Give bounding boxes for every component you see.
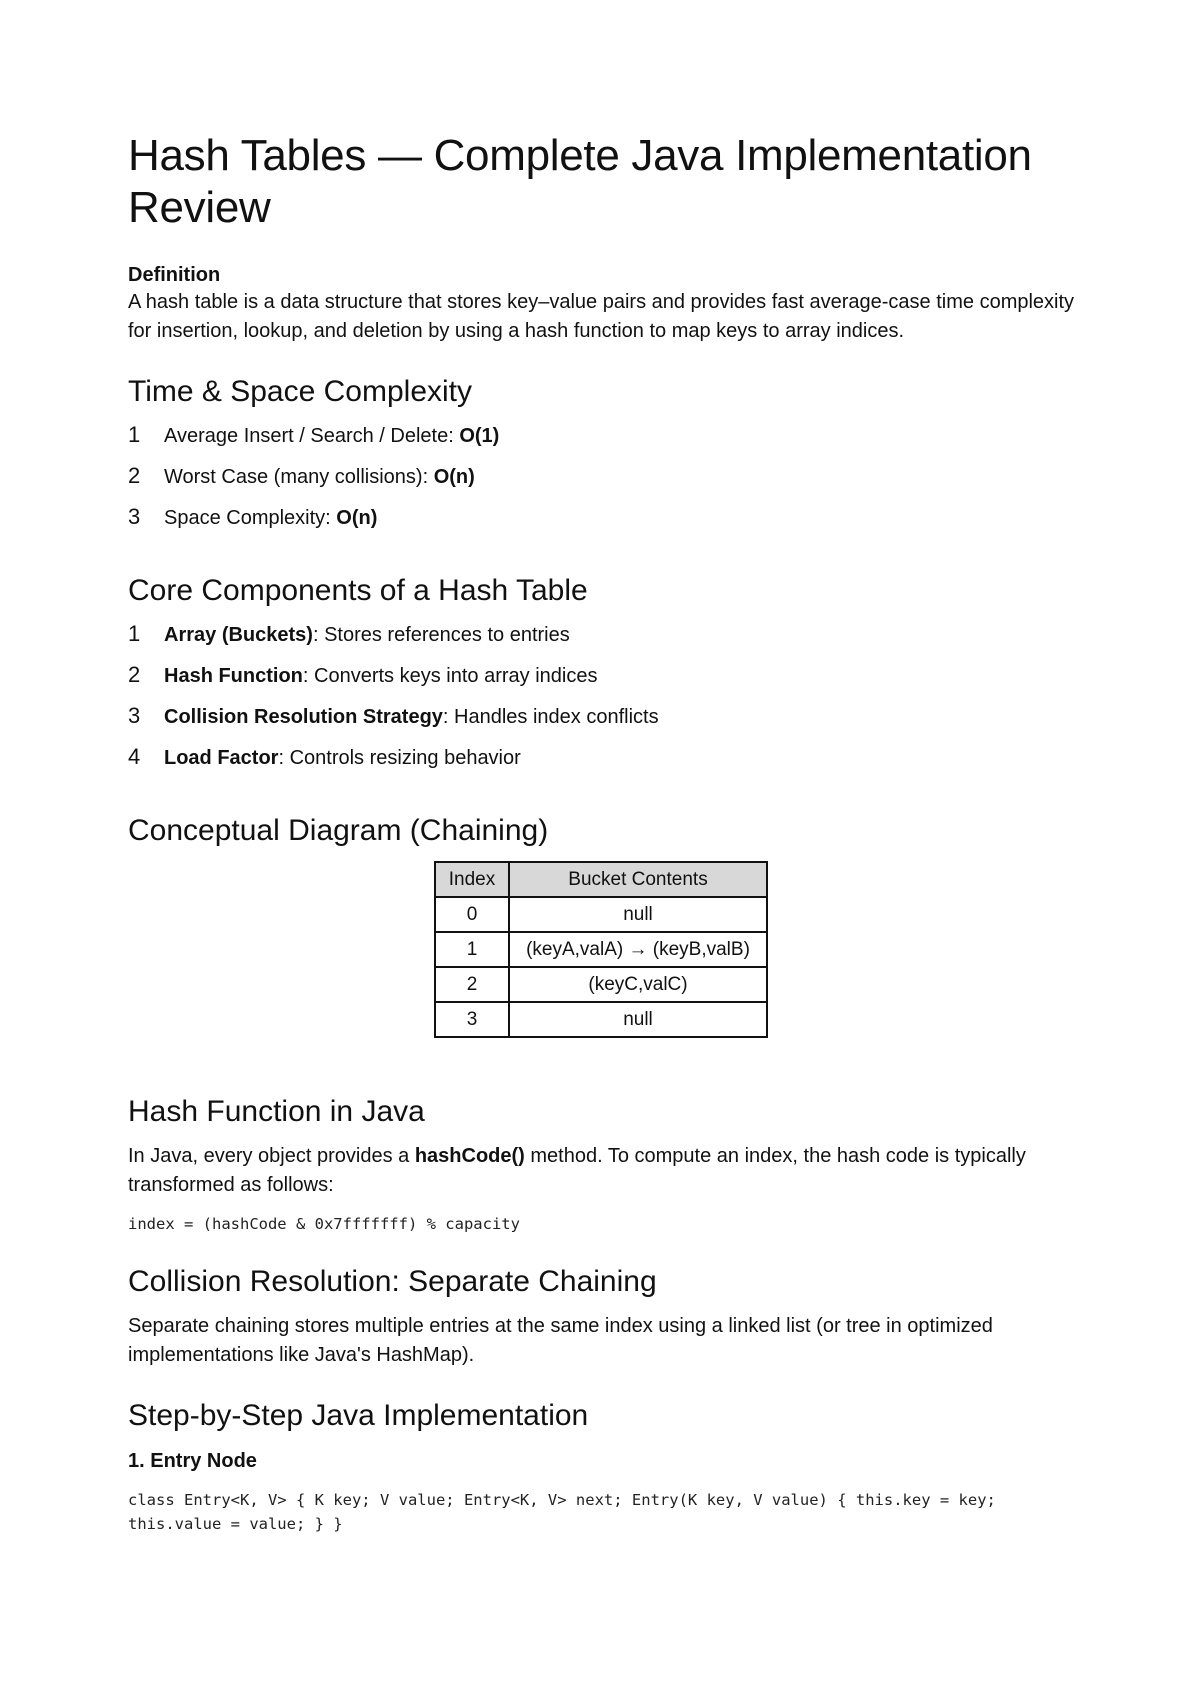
list-number: 1 [128,422,141,447]
diagram-heading: Conceptual Diagram (Chaining) [128,814,549,847]
list-item-label: Space Complexity: [164,507,337,529]
hash-function-method: hashCode() [414,1145,525,1167]
list-item [128,703,1088,744]
table-cell-bucket: null [509,1002,767,1037]
definition-label: Definition [128,264,221,286]
list-number: 1 [128,621,141,646]
list-item-value: O(1) [459,425,500,447]
list-item-term: Collision Resolution Strategy [164,706,443,728]
entry-node-code: class Entry<K, V> { K key; V value; Entry<K, V> next; Entry(K key, V value) { this.key = key; this.value = value; } } [128,1491,1006,1533]
table-cell-bucket: (keyA,valA) → (keyB,valB) [509,932,767,967]
list-number: 4 [128,744,141,769]
list-item-desc: : Controls resizing behavior [278,747,521,769]
table-cell-bucket: (keyC,valC) [509,967,767,1002]
hash-function-text-before: In Java, every object provides a [128,1145,415,1167]
hash-function-text-after: method. To compute an index, the hash code is typically transformed as follows: [128,1145,1026,1196]
list-item [128,662,1088,703]
column-header-index: Index [435,862,509,897]
list-item-value: O(n) [433,466,475,488]
table-row [435,932,767,967]
list-item-term: Hash Function [164,665,303,687]
collision-heading: Collision Resolution: Separate Chaining [128,1265,657,1298]
implementation-heading: Step-by-Step Java Implementation [128,1399,589,1432]
list-item-term: Array (Buckets) [164,624,313,646]
table-header-row [435,862,767,897]
table-cell-index: 2 [435,967,509,1002]
list-item-desc: : Stores references to entries [312,624,570,646]
list-item [128,621,1088,662]
list-item-value: O(n) [336,507,378,529]
list-item-desc: : Handles index conflicts [442,706,659,728]
list-number: 2 [128,463,141,488]
list-item-label: Average Insert / Search / Delete: [164,425,460,447]
list-item [128,463,1088,504]
components-heading: Core Components of a Hash Table [128,574,588,607]
complexity-list [128,422,1088,545]
list-number: 3 [128,504,141,529]
bucket-table [434,861,768,1038]
list-item [128,504,1088,545]
list-item-term: Load Factor [164,747,279,769]
hash-index-code: index = (hashCode & 0x7fffffff) % capacity [128,1215,520,1233]
table-cell-index: 1 [435,932,509,967]
hash-function-text [128,1142,1088,1200]
table-row [435,967,767,1002]
table-row [435,1002,767,1037]
document-page [128,130,1088,1536]
document-title: Hash Tables — Complete Java Implementation Review [128,131,1032,232]
list-number: 3 [128,703,141,728]
table-cell-bucket: null [509,897,767,932]
list-item-desc: : Converts keys into array indices [302,665,598,687]
components-list [128,621,1088,785]
list-number: 2 [128,662,141,687]
hash-function-heading: Hash Function in Java [128,1095,425,1128]
collision-text: Separate chaining stores multiple entries at the same index using a linked list (or tree in optimized implementations like Java's HashMap). [128,1315,993,1366]
table-cell-index: 3 [435,1002,509,1037]
table-row [435,897,767,932]
complexity-heading: Time & Space Complexity [128,375,473,408]
step-1-title: 1. Entry Node [128,1450,257,1472]
list-item [128,744,1088,785]
list-item [128,422,1088,463]
column-header-bucket: Bucket Contents [509,862,767,897]
table-cell-index: 0 [435,897,509,932]
definition-text: A hash table is a data structure that stores key–value pairs and provides fast average-case time complexity for insertion, lookup, and deletion by using a hash function to map keys to array indices. [128,291,1075,342]
list-item-label: Worst Case (many collisions): [164,466,434,488]
